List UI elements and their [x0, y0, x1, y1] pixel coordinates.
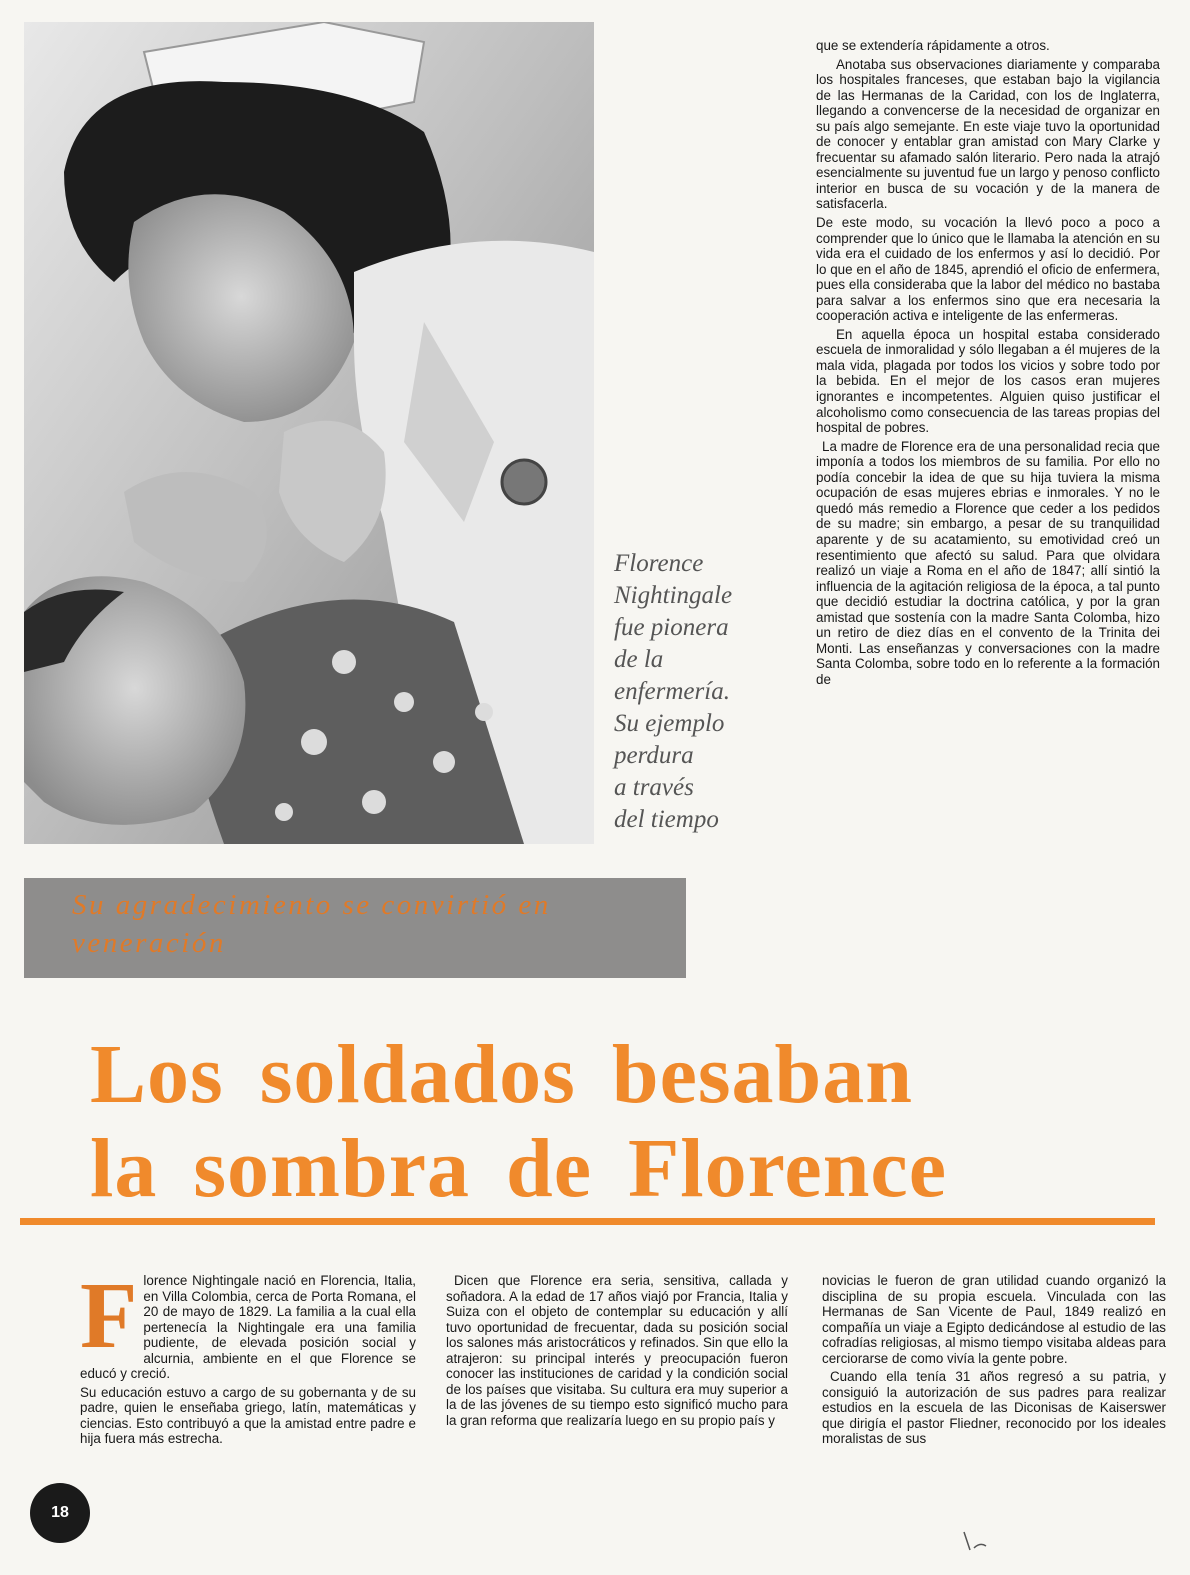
- right-column-text: [816, 38, 1160, 690]
- caption-line: del tiempo: [614, 806, 719, 833]
- caption-line: Su ejemplo: [614, 710, 725, 737]
- headline-line-1: Los soldados besaban: [90, 1028, 913, 1121]
- caption-line: Nightingale: [614, 582, 733, 609]
- paragraph: Cuando ella tenía 31 años regresó a su patria, y consiguió la autorización de sus padres para realizar estudios en la escuela de las Diconisas de Kaiserswer que dirigía el pastor Fliedner, reconocido por los ideales moralistas de sus: [822, 1369, 1166, 1447]
- photo-illustration: [24, 22, 594, 844]
- nurse-child-photo: [24, 22, 594, 844]
- bottom-column-3: [822, 1273, 1166, 1450]
- paragraph: que se extendería rápidamente a otros.: [816, 38, 1050, 53]
- caption-line: de la: [614, 646, 664, 673]
- photo-caption: [614, 548, 774, 836]
- pull-quote: Su agradecimiento se convirtió en veneración: [72, 889, 551, 959]
- paragraph: En aquella época un hospital estaba considerado escuela de inmoralidad y sólo llegaban a él mujeres de la mala vida, plagada por todos los vicios y sobre todo por la bebida. En el mejor de los casos eran mujeres ignorantes e incompetentes. Alguien quiso justificar el alcoholismo como consecuencia de las tareas propias del hospital de pobres.: [816, 326, 1160, 436]
- headline-rule: [20, 1218, 1155, 1225]
- pull-quote-box: [24, 878, 686, 978]
- paragraph: novicias le fueron de gran utilidad cuando organizó la disciplina de su propia escuela. Vinculada con las Hermanas de San Vicente de Paul, 1849 realizó en compañía un viaje a Egipto dedicándose al estudio de las cofradías religiosas, al mismo tiempo visitaba aldeas para cerciorarse de como vivía la gente pobre.: [822, 1273, 1166, 1366]
- paragraph-text: lorence Nightingale nació en Florencia, Italia, en Villa Colombia, cerca de Porta Romana, el 20 de mayo de 1829. La familia a la cual ella pertenecía la Nightingale era una familia pudiente, de elevada posición social y alcurnia, ambiente en el que Florence se educó y creció.: [80, 1273, 416, 1382]
- pen-mark-icon: [960, 1528, 1000, 1558]
- headline-line-2: la sombra de Florence: [90, 1122, 947, 1215]
- caption-line: a través: [614, 774, 694, 801]
- paragraph: Dicen que Florence era seria, sensitiva, callada y soñadora. A la edad de 17 años viajó por Francia, Italia y Suiza con el objeto de contemplar su educación y allí tuvo oportunidad de frecuentar, dada su posición social los salones más aristocráticos y refinados. Sin que ello la atrajeron: su principal interés y preocupación fueron conocer las instituciones de caridad y la condición social de los países que visitaba. Su cultura era muy superior a la de las jóvenes de su tiempo esto significó mucho para la gran reforma que realizaría luego en su propio país y: [446, 1273, 788, 1428]
- paragraph: Anotaba sus observaciones diariamente y comparaba los hospitales franceses, que estaban bajo la vigilancia de las Hermanas de la Caridad, con los de Inglaterra, llegando a convencerse de la necesidad de organizar en su país algo semejante. En este viaje tuvo la oportunidad de conocer y entablar gran amistad con Mary Clarke y frecuentar su afamado salón literario. Pero nada la atrajó esencialmente su juventud fue un largo y penoso conflicto interior en busca de su vocación y de la manera de satisfacerla.: [816, 56, 1160, 212]
- caption-line: Florence: [614, 550, 704, 577]
- headline: [90, 1028, 1170, 1216]
- caption-line: fue pionera: [614, 614, 729, 641]
- paragraph: [80, 1264, 416, 1382]
- paragraph: Su educación estuvo a cargo de su gobernanta y de su padre, quien le enseñaba griego, latín, matemáticas y ciencias. Esto contribuyó a que la amistad entre padre e hija fuera más estrecha.: [80, 1384, 416, 1447]
- paragraph: De este modo, su vocación la llevó poco a poco a comprender que lo único que le llamaba la atención en su vida era el cuidado de los enfermos y así lo decidió. Por lo que en el año de 1845, aprendió el oficio de enfermera, pues ella consideraba que la labor del médico no bastaba para salvar a los enfermos sino que era necesaria la cooperación activa e inteligente de las enfermeras.: [816, 215, 1160, 324]
- page-number: 18: [30, 1483, 90, 1543]
- caption-line: perdura: [614, 742, 694, 769]
- paragraph: La madre de Florence era de una personalidad recia que imponía a todos los miembros de su familia. Por ello no podía concebir la idea de que su hija tuviera la misma ocupación de esas mujeres ebrias e inmorales. Y no le quedó más remedio a Florence que ceder a los pedidos de su madre; sin embargo, a pesar de su tranquilidad aparente y de su acatamiento, su emotividad creó un resentimiento que afectó su salud. Para que olvidara realizó un viaje a Roma en el año de 1847; allí sintió la influencia de la agitación religiosa de la época, a tal punto que decidió estudiar la doctrina católica, y por la gran amistad que sostenía con la madre Santa Colomba, hizo un retiro de diez días en el convento de la Trinita dei Monti. Las enseñanzas y conversaciones con la madre Santa Colomba, sobre todo en lo referente a la formación de: [816, 438, 1160, 687]
- drop-cap: F: [80, 1264, 138, 1368]
- caption-line: enfermería.: [614, 678, 730, 705]
- bottom-column-2: [446, 1273, 788, 1431]
- bottom-column-1: [80, 1264, 416, 1450]
